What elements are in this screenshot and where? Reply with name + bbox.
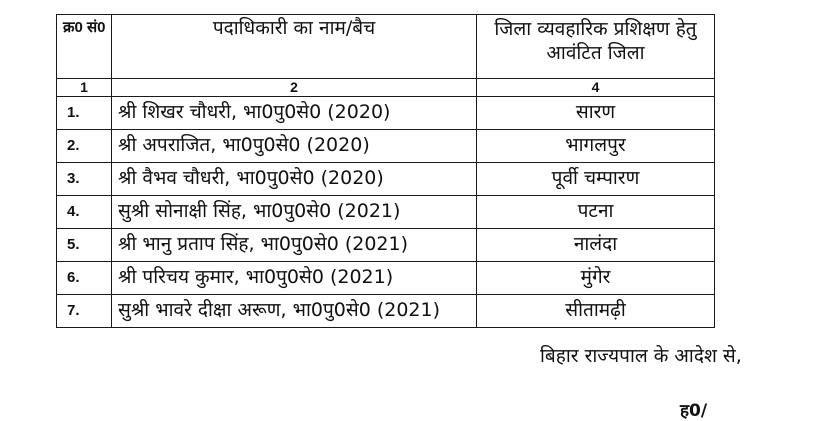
row-serial: 1. [57,97,112,130]
row-serial: 6. [57,262,112,295]
row-serial: 7. [57,295,112,328]
row-officer-name: सुश्री भावरे दीक्षा अरूण, भा0पु0से0 (2021) [112,295,477,328]
table-row [57,130,715,163]
row-officer-name: श्री वैभव चौधरी, भा0पु0से0 (2020) [112,163,477,196]
officer-allocation-table [56,14,715,328]
table-row [57,229,715,262]
row-officer-name: श्री भानु प्रताप सिंह, भा0पु0से0 (2021) [112,229,477,262]
header-name-batch: पदाधिकारी का नाम/बैच [112,15,477,79]
row-serial: 4. [57,196,112,229]
table-row [57,163,715,196]
row-district: सीतामढ़ी [477,295,715,328]
row-district: भागलपुर [477,130,715,163]
row-district: पटना [477,196,715,229]
row-serial: 5. [57,229,112,262]
row-officer-name: सुश्री सोनाक्षी सिंह, भा0पु0से0 (2021) [112,196,477,229]
row-officer-name: श्री अपराजित, भा0पु0से0 (2020) [112,130,477,163]
row-district: मुंगेर [477,262,715,295]
header-serial: क्र0 सं0 [57,15,112,79]
row-district: पूर्वी चम्पारण [477,163,715,196]
row-officer-name: श्री परिचय कुमार, भा0पु0से0 (2021) [112,262,477,295]
column-number-2: 2 [112,79,477,97]
header-district: जिला व्यवहारिक प्रशिक्षण हेतु आवंटित जिला [477,15,715,79]
row-officer-name: श्री शिखर चौधरी, भा0पु0से0 (2020) [112,97,477,130]
table-header-row [57,15,715,79]
table-row [57,295,715,328]
row-district: सारण [477,97,715,130]
column-number-3: 4 [477,79,715,97]
table-row [57,196,715,229]
row-serial: 2. [57,130,112,163]
row-serial: 3. [57,163,112,196]
row-district: नालंदा [477,229,715,262]
column-number-1: 1 [57,79,112,97]
closing-order-line: बिहार राज्यपाल के आदेश से, [540,345,742,367]
table-row [57,97,715,130]
signature-partial: ह0/ [680,401,708,421]
table-row [57,262,715,295]
column-number-row [57,79,715,97]
